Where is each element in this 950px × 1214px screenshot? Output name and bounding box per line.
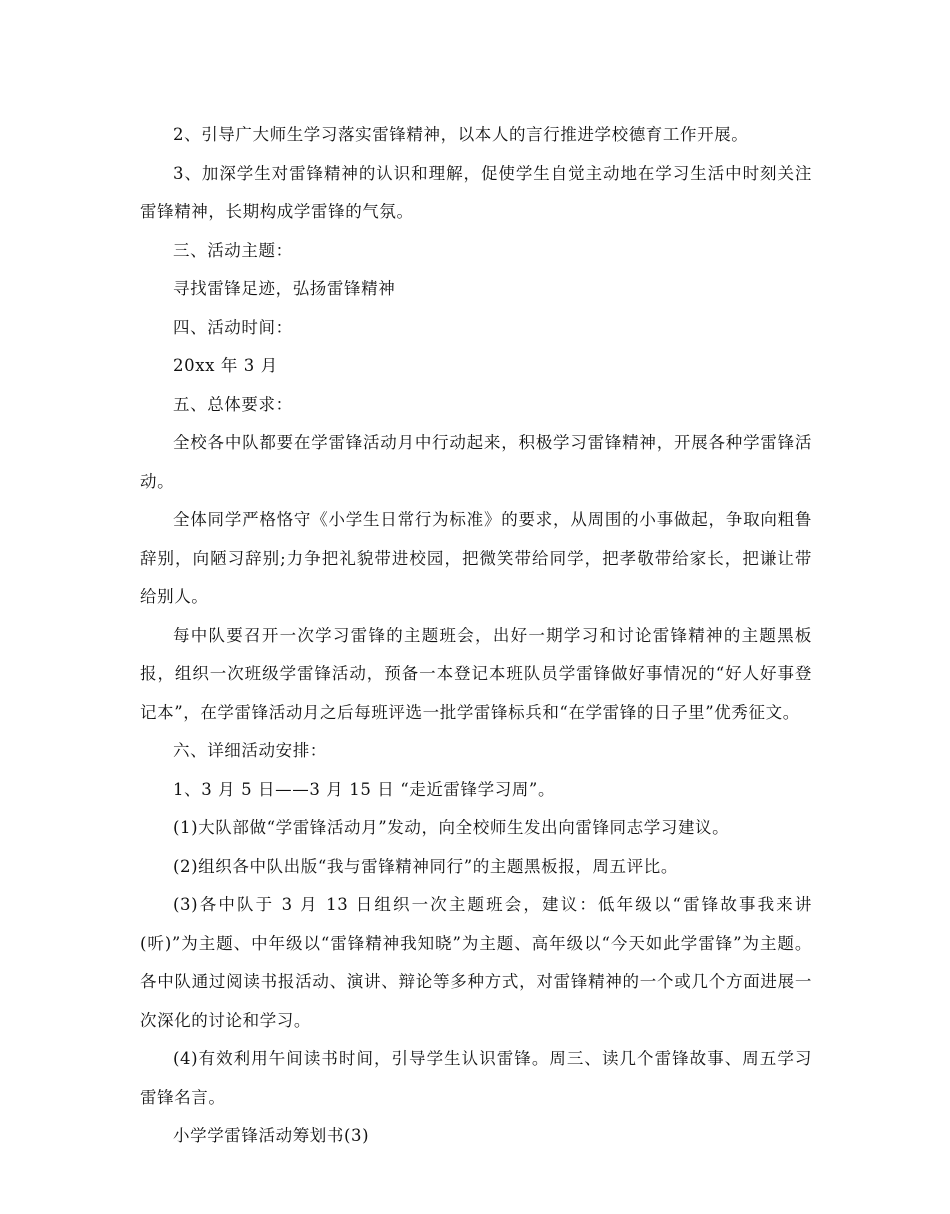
paragraph-schedule-week: 1、3 月 5 日——3 月 15 日 “走近雷锋学习周”。: [173, 779, 556, 799]
heading-activity-time: 四、活动时间：: [173, 317, 293, 337]
heading-general-requirements: 五、总体要求：: [173, 394, 293, 414]
section-title-plan-3: 小学学雷锋活动筹划书(3): [173, 1126, 370, 1145]
paragraph-requirement-3: 每中队要召开一次学习雷锋的主题班会，出好一期学习和讨论雷锋精神的主题黑板报，组织一次班级学雷锋活动，预备一本登记本班队员学雷锋做好事情况的“好人好事登记本”，在学雷锋活动月之后每班评选一批学雷锋标兵和“在学雷锋的日子里”优秀征文。: [140, 625, 812, 722]
paragraph-schedule-item-2: (2)组织各中队出版“我与雷锋精神同行”的主题黑板报，周五评比。: [173, 856, 678, 876]
paragraph-activity-theme: 寻找雷锋足迹，弘扬雷锋精神: [173, 279, 396, 298]
paragraph-goal-2: 2、引导广大师生学习落实雷锋精神，以本人的言行推进学校德育工作开展。: [173, 125, 749, 144]
paragraph-goal-3: 3、加深学生对雷锋精神的认识和理解，促使学生自觉主动地在学习生活中时刻关注雷锋精神，长期构成学雷锋的气氛。: [140, 163, 812, 221]
paragraph-activity-time: 20xx 年 3 月: [173, 356, 278, 375]
document-body: [140, 116, 812, 1156]
heading-activity-schedule: 六、详细活动安排：: [173, 741, 327, 760]
paragraph-schedule-item-1: (1)大队部做“学雷锋活动月”发动，向全校师生发出向雷锋同志学习建议。: [173, 818, 730, 837]
paragraph-schedule-item-4: (4)有效利用午间读书时间，引导学生认识雷锋。周三、读几个雷锋故事、周五学习雷锋名言。: [140, 1049, 812, 1107]
paragraph-schedule-item-3: (3)各中队于 3 月 13 日组织一次主题班会，建议：低年级以“雷锋故事我来讲(听)”为主题、中年级以“雷锋精神我知晓”为主题、高年级以“今天如此学雷锋”为主题。各中队通过阅读书报活动、演讲、辩论等多种方式，对雷锋精神的一个或几个方面进展一次深化的讨论和学习。: [140, 895, 812, 1030]
heading-activity-theme: 三、活动主题：: [173, 240, 293, 260]
paragraph-requirement-2: 全体同学严格恪守《小学生日常行为标准》的要求，从周围的小事做起，争取向粗鲁辞别，向陋习辞别;力争把礼貌带进校园，把微笑带给同学，把孝敬带给家长，把谦让带给别人。: [140, 510, 812, 606]
paragraph-requirement-1: 全校各中队都要在学雷锋活动月中行动起来，积极学习雷锋精神，开展各种学雷锋活动。: [140, 433, 812, 491]
